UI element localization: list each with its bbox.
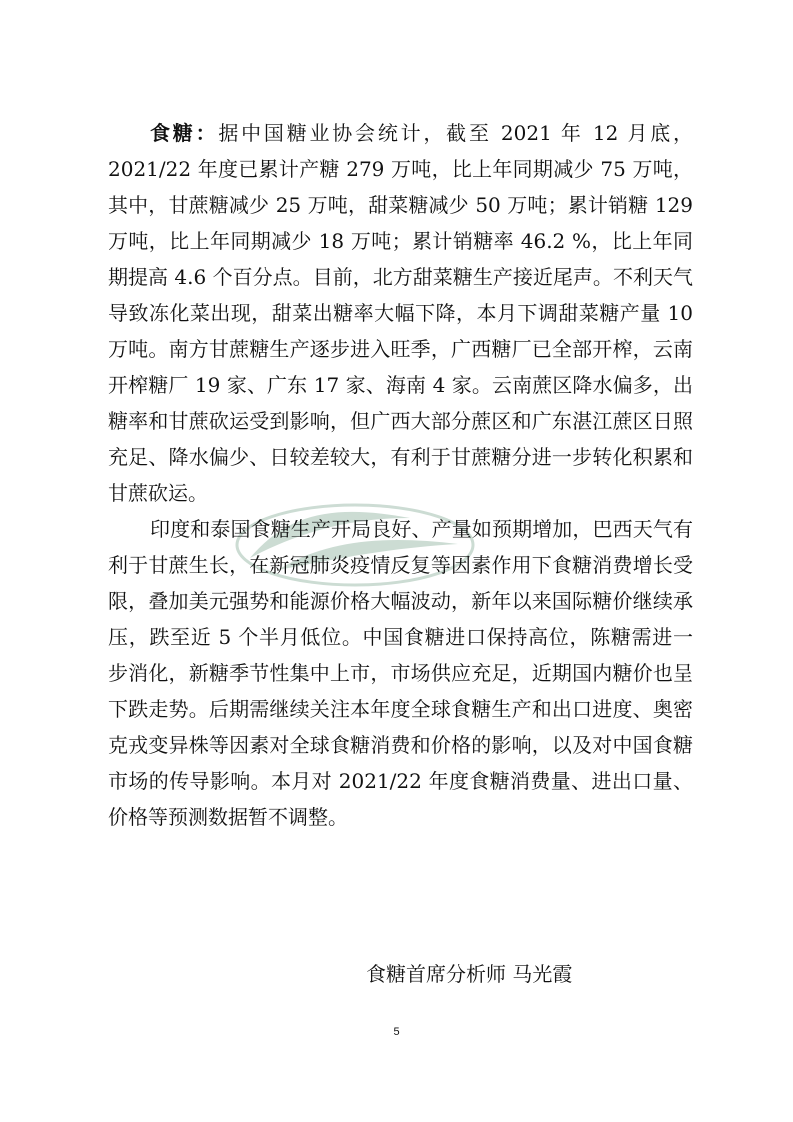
page-number: 5 bbox=[393, 1026, 400, 1038]
paragraph-sugar-summary bbox=[108, 115, 693, 511]
analyst-signature: 食糖首席分析师 马光霞 bbox=[366, 962, 573, 986]
paragraph-1-text: 据中国糖业协会统计，截至 2021 年 12 月底，2021/22 年度已累计产糖 279 万吨，比上年同期减少 75 万吨，其中，甘蔗糖减少 25 万吨，甜菜糖减少 50 万吨；累计销糖 129 万吨，比上年同期减少 18 万吨；累计销糖率 46.2 %，比上年同期提高 4.6 个百分点。目前，北方甜菜糖生产接近尾声。不利天气导致冻化菜出现，甜菜出糖率大幅下降，本月下调甜菜糖产量 10 万吨。南方甘蔗糖生产逐步进入旺季，广西糖厂已全部开榨，云南开榨糖厂 19 家、广东 17 家、海南 4 家。云南蔗区降水偏多，出糖率和甘蔗砍运受到影响，但广西大部分蔗区和广东湛江蔗区日照充足、降水偏少、日较差较大，有利于甘蔗糖分进一步转化积累和甘蔗砍运。 bbox=[108, 121, 694, 505]
section-lead: 食糖： bbox=[150, 121, 219, 145]
document-body bbox=[108, 115, 693, 835]
paragraph-market-outlook: 印度和泰国食糖生产开局良好、产量如预期增加，巴西天气有利于甘蔗生长，在新冠肺炎疫情反复等因素作用下食糖消费增长受限，叠加美元强势和能源价格大幅波动，新年以来国际糖价继续承压，跌至近 5 个半月低位。中国食糖进口保持高位，陈糖需进一步消化，新糖季节性集中上市，市场供应充足，近期国内糖价也呈下跌走势。后期需继续关注本年度全球食糖生产和出口进度、奥密克戎变异株等因素对全球食糖消费和价格的影响，以及对中国食糖市场的传导影响。本月对 2021/22 年度食糖消费量、进出口量、价格等预测数据暂不调整。 bbox=[108, 517, 693, 829]
